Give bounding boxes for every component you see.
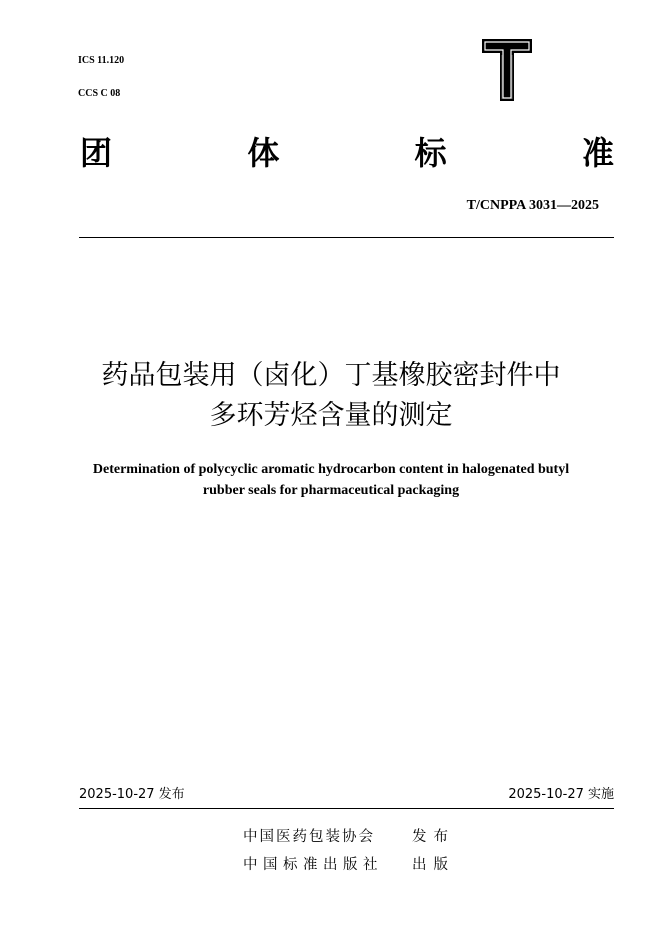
standard-type-heading [80,133,614,173]
english-title [40,459,622,501]
publisher-name: 中国标准出版社 [243,857,383,873]
ccs-code: CCS C 08 [78,88,121,99]
ics-code: ICS 11.120 [78,55,125,66]
standard-type-char: 团 [80,134,113,172]
publisher-action: 出版 [412,857,455,873]
issue-date: 2025-10-27 发布 [79,787,185,802]
standard-type-char: 准 [581,134,614,172]
english-title-line-1: Determination of polycyclic aromatic hydrocarbon content in halogenated butyl [92,462,570,477]
issuer-name: 中国医药包装协会 [243,829,375,845]
chinese-title-line-1: 药品包装用（卤化）丁基橡胶密封件中 [101,360,561,391]
bottom-divider [79,808,614,809]
chinese-title [40,356,622,436]
implementation-date: 2025-10-27 实施 [508,787,614,802]
standard-type-char: 体 [247,134,280,172]
chinese-title-line-2: 多环芳烃含量的测定 [209,400,453,431]
classification-codes [78,33,124,110]
standard-number: T/CNPPA 3031—2025 [466,198,599,213]
english-title-line-2: rubber seals for pharmaceutical packaging [202,483,460,498]
top-divider [79,237,614,238]
standard-type-char: 标 [414,134,447,172]
standard-t-logo-icon [480,37,534,103]
issuer-action: 发布 [412,829,455,845]
